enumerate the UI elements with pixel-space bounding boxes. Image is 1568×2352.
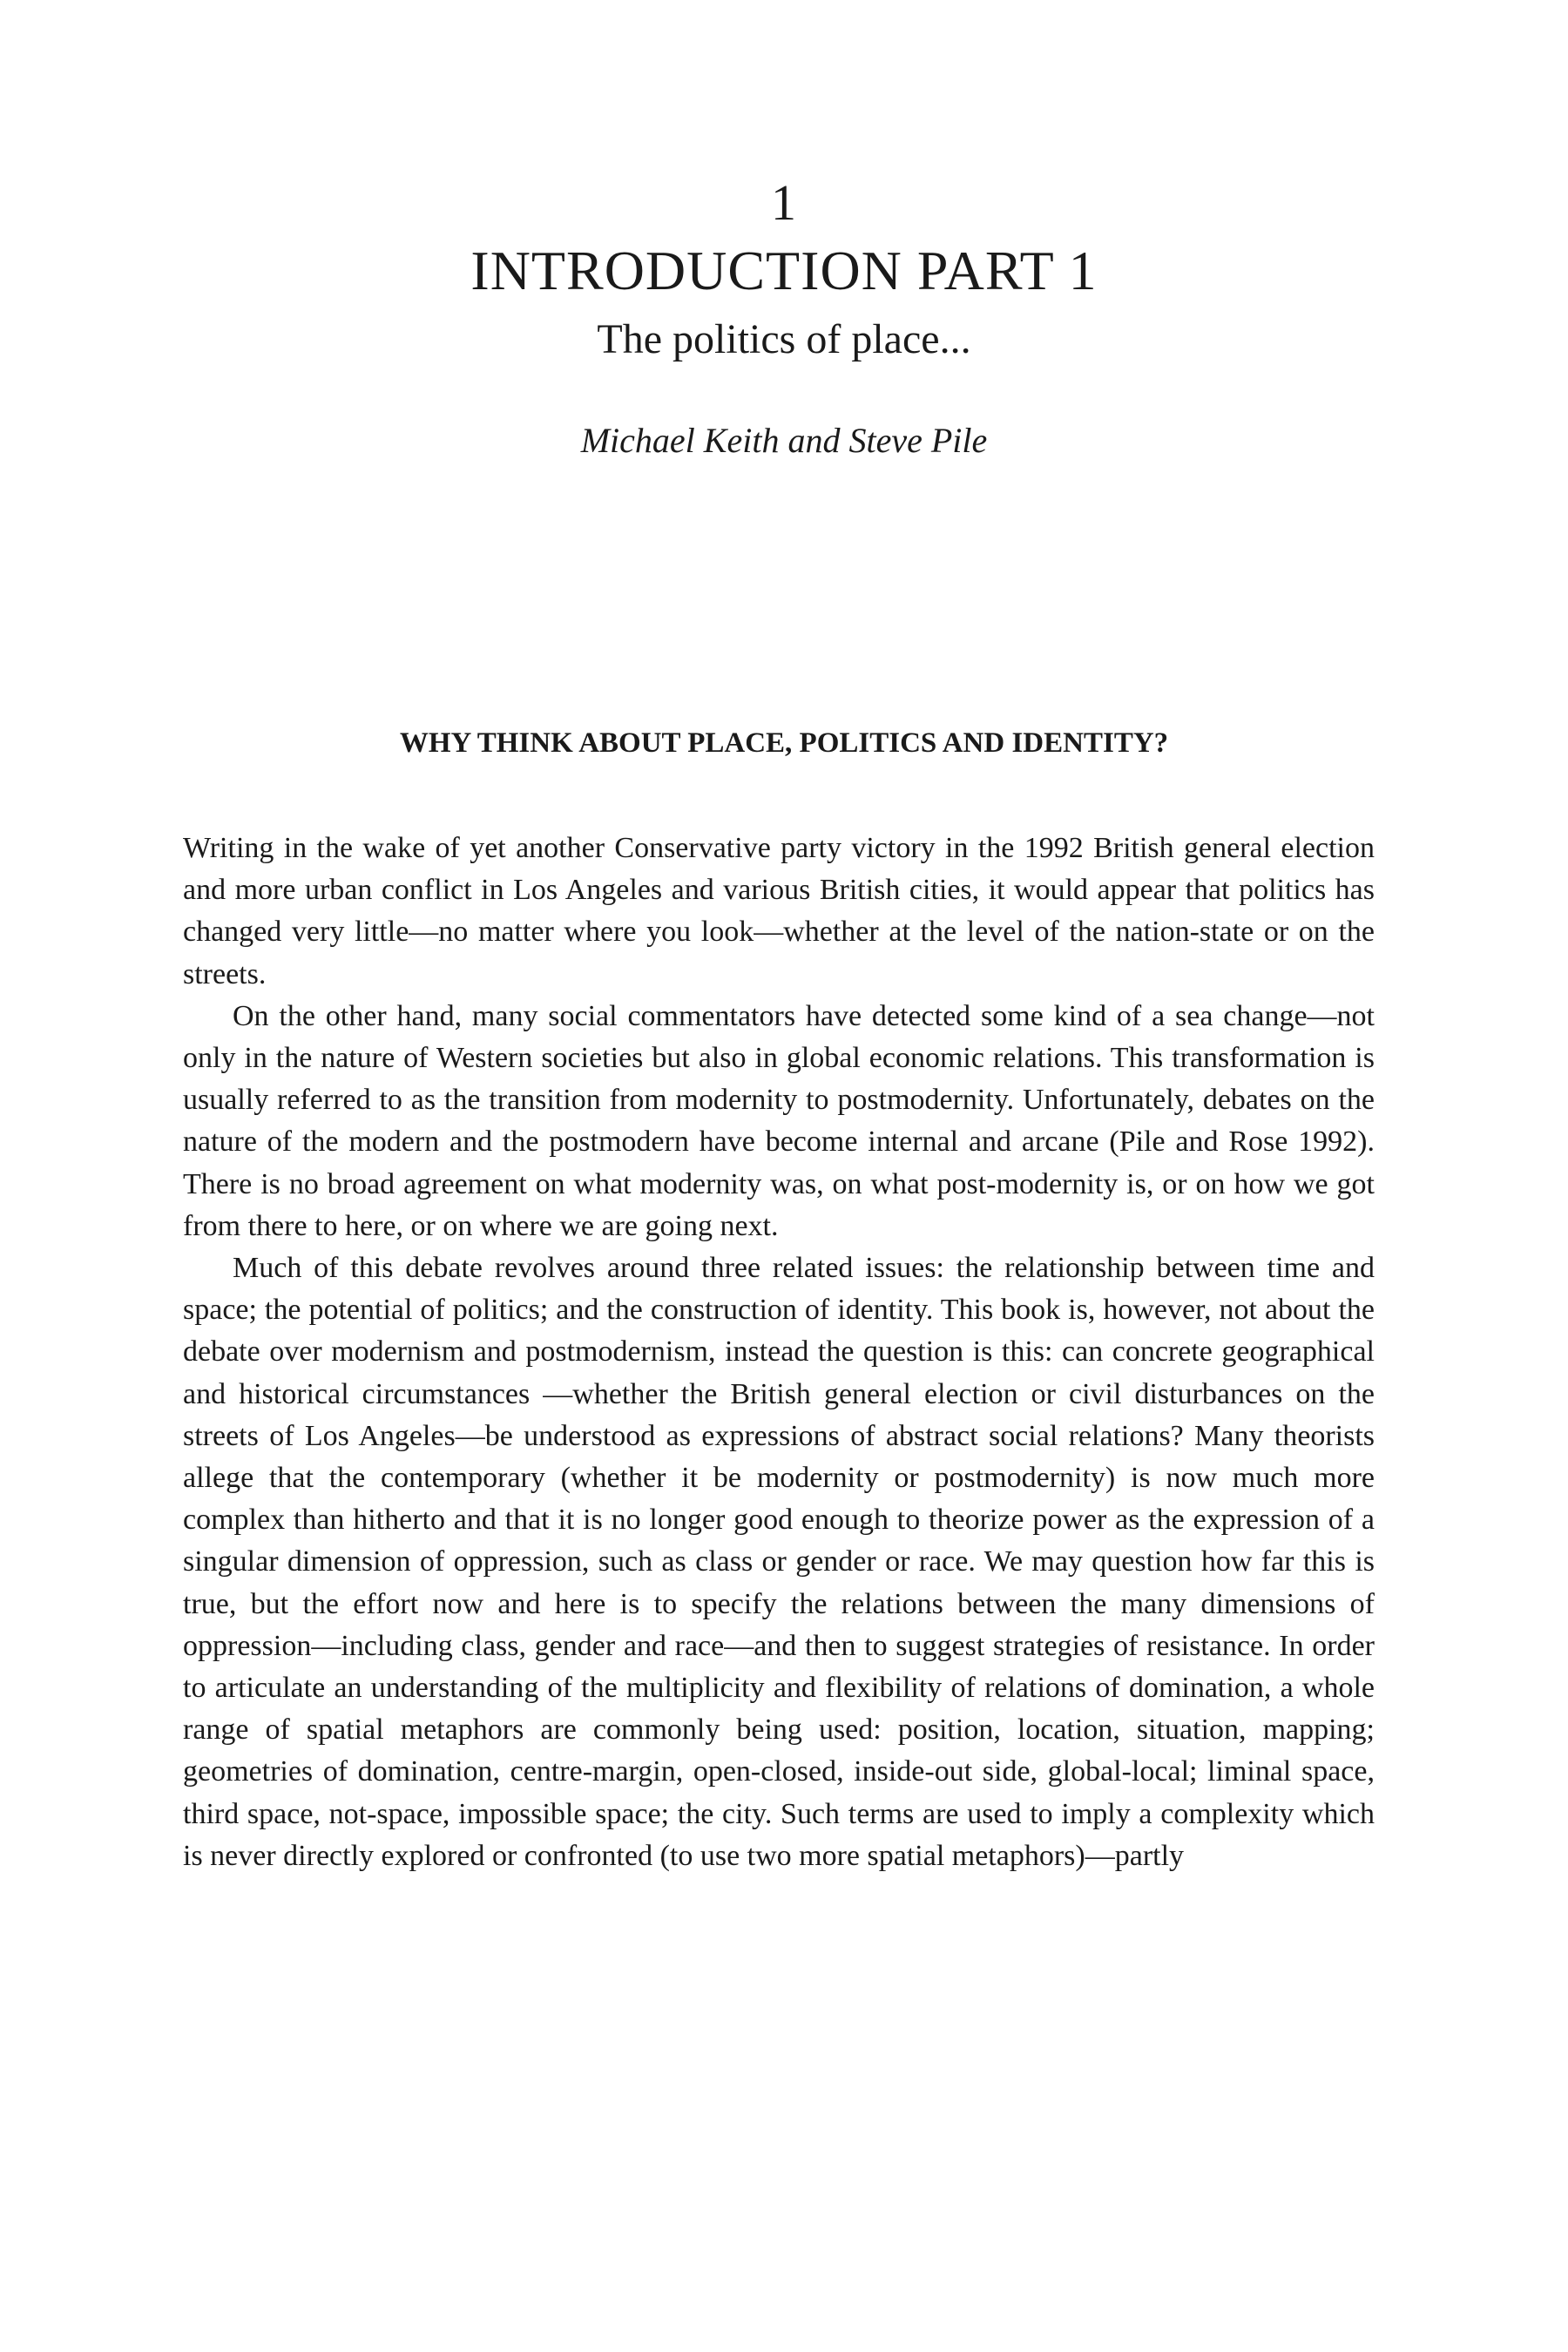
paragraph-1: Writing in the wake of yet another Conservative party victory in the 1992 British general election and more urban conflict in Los Angeles and various British cities, it would appear that politics has changed very little—no matter where you look—whether at the level of the nation-state or on the streets. — [183, 832, 1375, 990]
section-heading: WHY THINK ABOUT PLACE, POLITICS AND IDENTITY? — [399, 727, 1169, 759]
body-text — [183, 828, 1375, 1877]
chapter-subtitle: The politics of place... — [597, 316, 971, 362]
paragraph-3: Much of this debate revolves around three related issues: the relationship between time and space; the potential of politics; and the construction of identity. This book is, however, not about the debate over modernism and postmodernism, instead the question is this: can concrete geographical and historical circumstances —whether the British general election or civil disturbances on the streets of Los Angeles—be understood as expressions of abstract social relations? Many theorists allege that the contemporary (whether it be modernity or postmodernity) is now much more complex than hitherto and that it is no longer good enough to theorize power as the expression of a singular dimension of oppression, such as class or gender or race. We may question how far this is true, but the effort now and here is to specify the relations between the many dimensions of oppression—including class, gender and race—and then to suggest strategies of resistance. In order to articulate an understanding of the multiplicity and flexibility of relations of domination, a whole range of spatial metaphors are commonly being used: position, location, situation, mapping; geometries of domination, centre-margin, open-closed, inside-out side, global-local; liminal space, third space, not-space, impossible space; the city. Such terms are used to imply a complexity which is never directly explored or confronted (to use two more spatial metaphors)—partly — [183, 1252, 1375, 1872]
chapter-number: 1 — [771, 174, 797, 231]
paragraph-2: On the other hand, many social commentators have detected some kind of a sea change—not only in the nature of Western societies but also in global economic relations. This transformation is usually referred to as the transition from modernity to postmodernity. Unfortunately, debates on the nature of the modern and the postmodern have become internal and arcane (Pile and Rose 1992). There is no broad agreement on what modernity was, on what post-modernity is, or on how we got from there to here, or on where we are going next. — [183, 999, 1375, 1242]
chapter-authors: Michael Keith and Steve Pile — [580, 421, 988, 460]
chapter-title: INTRODUCTION PART 1 — [470, 240, 1098, 301]
